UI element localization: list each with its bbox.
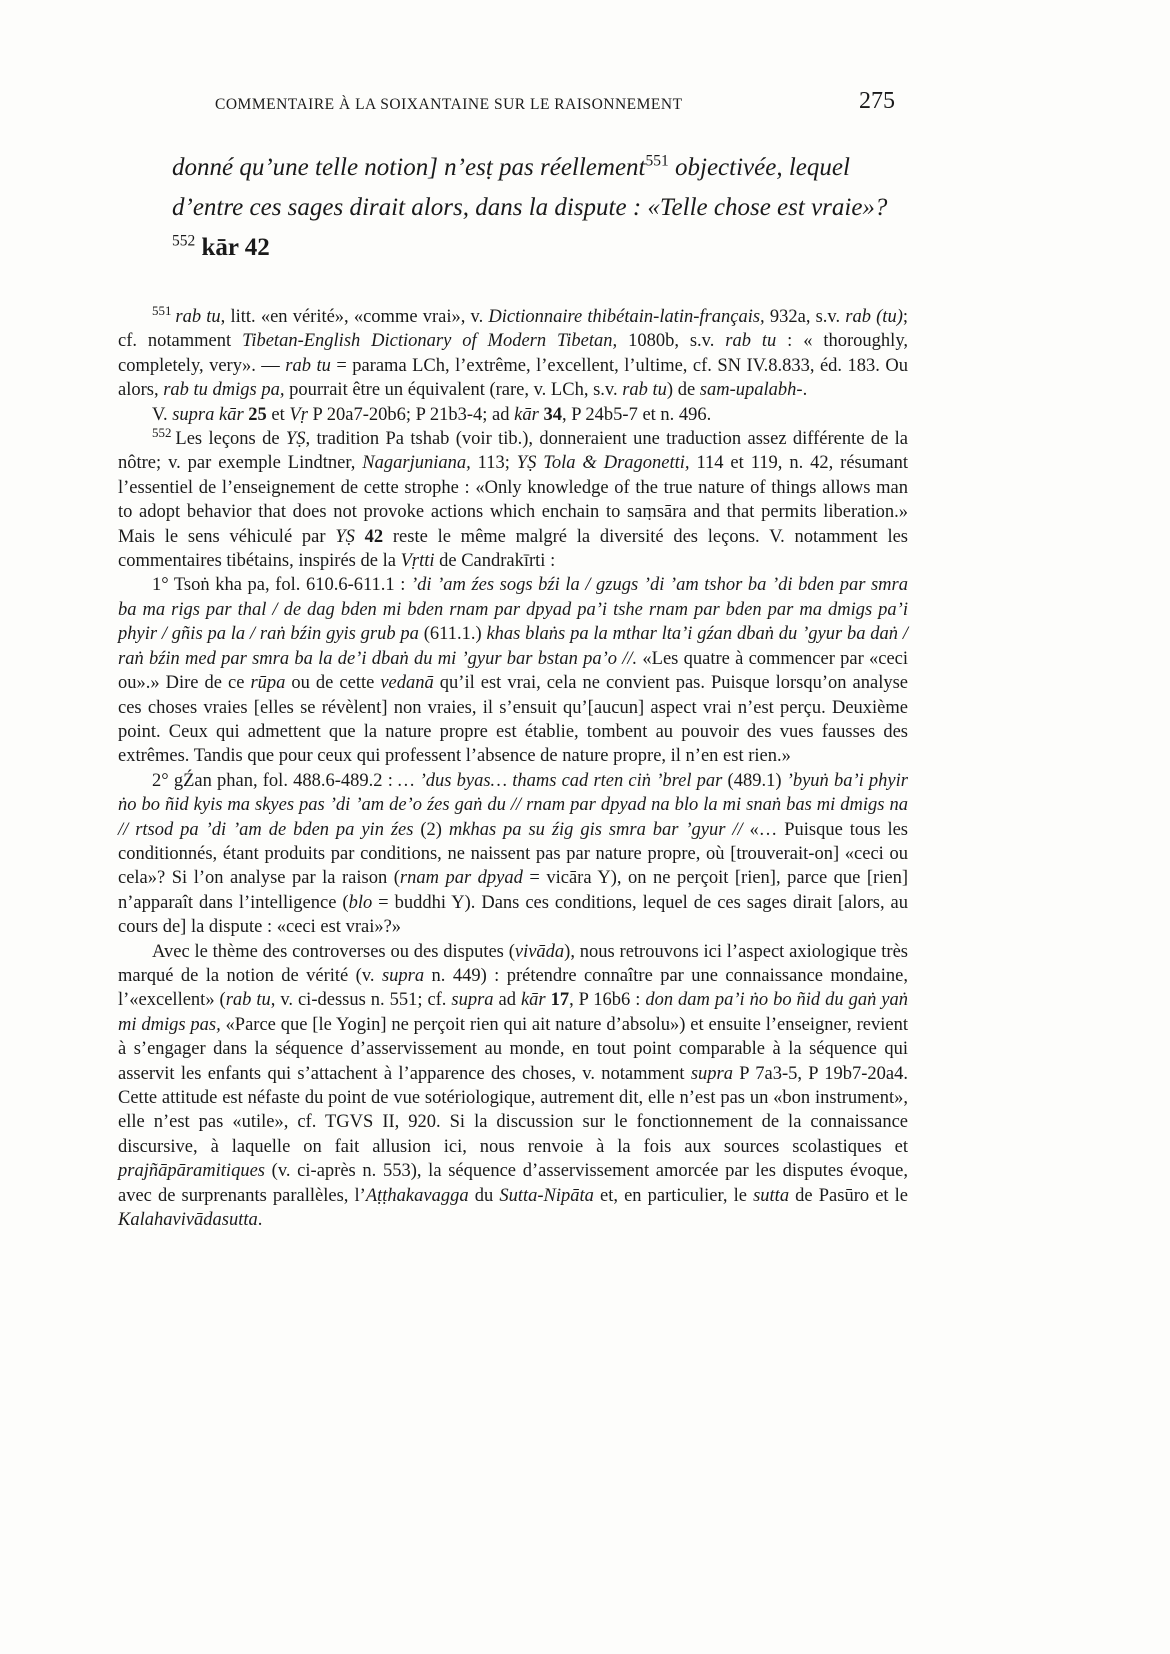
footnote-552-gzhan-phan (118, 771, 908, 937)
text-run: Nagarjuniana, (362, 453, 471, 474)
page-header (205, 88, 895, 128)
text-run: rab tu (725, 331, 777, 352)
text-run: qu’il est vrai, cela ne convient pas. Puisque lorsqu’on analyse ces choses vraies [elles se révèlent] non vraies, il s’ensuit qu’[aucun] aspect vrai n’est perçu. Deuxième point. Ceux qui admettent que la nature propre est établie, tombent au pouvoir des vues fausses des extrêmes. Tandis que pour ceux qui professent l’absence de nature propre, il n’en est rien.» (118, 673, 909, 767)
footnote-551-paragraph-2 (118, 403, 908, 427)
text-run: vedanā (380, 673, 434, 694)
text-run: blo (348, 892, 373, 913)
footnote-number-552: 552 (152, 424, 172, 440)
text-run: rnam par dpyad (399, 868, 523, 889)
text-run: pourrait être un équivalent (rare, v. LCh, s.v. (284, 380, 623, 401)
verse-karika-42 (172, 148, 902, 268)
text-run: ) de (666, 380, 700, 401)
text-run: 932a, s.v. (764, 307, 846, 327)
text-run: rūpa (250, 673, 286, 694)
text-run: supra (690, 1063, 733, 1084)
text-run: 113; (470, 453, 517, 474)
text-run: YṢ (335, 526, 355, 547)
page-number: 275 (859, 88, 895, 114)
text-run: prajñāpāramitiques (118, 1161, 265, 1182)
text-run: , v. ci-dessus n. 551; cf. (270, 990, 452, 1011)
text-run: 1° Tsoṅ kha pa, fol. 610.6-611.1 : (152, 575, 411, 596)
text-run: (2) (413, 819, 449, 840)
footnote-551-text-2 (152, 405, 711, 425)
footnote-552-paragraph-2 (118, 573, 908, 768)
verse-text-1: donné qu’une telle notion] n’esṭ pas réellement (172, 154, 646, 181)
text-run: rab (tu) (845, 307, 903, 327)
text-run: supra (451, 990, 494, 1011)
text-run: rab tu dmigs pa, (163, 380, 285, 401)
text-run: 25 (248, 404, 267, 425)
text-run: rab tu (285, 355, 331, 376)
text-run: 17 (550, 990, 570, 1011)
footnote-551-paragraph-1 (118, 302, 908, 403)
text-run: mkhas pa su źig gis smra bar ’gyur // (448, 819, 743, 840)
footnote-552-text (118, 429, 908, 571)
text-run (355, 527, 365, 547)
text-run: rab tu (175, 307, 221, 327)
text-run: Avec le thème des controverses ou des disputes ( (152, 941, 515, 962)
text-run: … ’dus byas… thams cad rten ciṅ ’brel par (398, 770, 723, 791)
footnote-552-paragraph-4 (118, 940, 908, 1233)
text-run: YṢ (285, 429, 306, 450)
text-run: ’byuṅ ba’i phyir ṅo bo ñid kyis ma skyes pas ’di ’am de’o źes gaṅ du // rnam par dpyad na blo la mi snaṅ bas mi dmigs na // rtsod pa ’di ’am de bden pa yin źes (118, 770, 908, 840)
text-run: ou de cette (285, 673, 381, 694)
text-run: Tibetan-English Dictionary of Modern Tibetan, (242, 331, 618, 352)
running-title: COMMENTAIRE À LA SOIXANTAINE SUR LE RAISONNEMENT (215, 96, 683, 113)
text-run: Sutta-Nipāta (499, 1185, 594, 1206)
text-run: , P 24b5-7 et n. 496. (561, 404, 712, 425)
text-run: 2° gŹan phan, fol. 488.6-489.2 : (152, 770, 399, 791)
footnote-552-paragraph-1 (118, 424, 908, 573)
footnote-551-text (118, 307, 908, 400)
text-run: de Candrakīrti : (434, 551, 556, 572)
text-run: (611.1.) (418, 624, 487, 645)
footnote-552-commentary (118, 942, 908, 1230)
text-run: «… Puisque tous les conditionnés, étant produits par conditions, ne naissent pas par nature propre, où [trouverait-on] «ceci ou cela»? Si l’on analyse par la raison ( (118, 819, 908, 889)
text-run: don dam pa’i ṅo bo ñid du gaṅ yaṅ mi dmigs pas, (118, 990, 909, 1035)
text-run: sam-upalabh- (699, 380, 803, 401)
text-run: P 7a3-5, P 19b7-20a4. Cette attitude est néfaste du point de vue sotériologique, autrement dit, elle n’est pas un «bon instrument», elle n’est pas «utile», cf. TGVS II, 920. Si la discussion sur le fonctionnement de la connaissance discursive, à laquelle on fait allusion ici, nous renvoie à la fois aux sources scolastiques et (118, 1063, 908, 1157)
text-run: = buddhi Y). Dans ces conditions, lequel de ces sages dirait [alors, au cours de] la dispute : «ceci est vrai»?» (118, 892, 908, 938)
text-run: «Les quatre à commencer par «ceci ou».» Dire de ce (118, 648, 909, 694)
text-run: khas blaṅs pa la mthar lta’i gźan dbaṅ du ’gyur ba daṅ / raṅ bźin med par smra ba la de’i dbaṅ du mi ’gyur bar bstan pa’o //. (118, 624, 908, 669)
text-run: supra kār (172, 404, 244, 425)
karika-reference: kār 42 (201, 234, 270, 261)
footnote-552-tsongkhapa (118, 575, 908, 766)
text-run: kār (520, 990, 546, 1011)
text-run: Vṛ (289, 404, 308, 425)
text-run: de Pasūro et le (789, 1185, 909, 1206)
text-run: (489.1) (722, 770, 787, 791)
text-run: 114 et 119, n. 42, résumant l’essentiel de l’enseignement de cette strophe : «Only knowledge of the true nature of things allows man to adopt behavior that does not provoke actions which enchain to saṃsāra and that permits liberation.» Mais le sens véhiculé par (118, 453, 908, 547)
footnote-552-paragraph-3 (118, 769, 908, 940)
text-run: ), nous retrouvons ici l’aspect axiologique très marqué de la notion de vérité (v. (118, 941, 908, 986)
text-run: et (266, 404, 290, 425)
text-run: 42 (364, 526, 384, 547)
text-run: Kalahavivādasutta (118, 1210, 258, 1231)
text-run: 1080b, s.v. (617, 331, 726, 352)
footnotes (118, 302, 909, 1232)
text-run: . (802, 380, 808, 401)
text-run: ad (493, 990, 521, 1011)
text-run: kār (514, 404, 539, 425)
text-run: reste le même malgré la diversité des leçons. V. notamment les commentaires tibétains, inspirés de la (118, 526, 908, 572)
footnote-ref-552: 552 (172, 232, 196, 250)
text-run: : « thoroughly, completely, very». — (118, 331, 908, 376)
text-run: , tradition Pa tshab (voir tib.), donneraient une traduction assez différente de la nôtre; v. par exemple Lindtner, (118, 429, 908, 474)
text-run: Dictionnaire thibétain-latin-français, (488, 307, 765, 327)
text-run: YṢ Tola & Dragonetti, (516, 453, 690, 474)
text-run: ’di ’am źes sogs bźi la / gzugs ’di ’am tshor ba ’di bden par smra ba ma rigs par thal / de dag bden mi bden rnam par dpyad pa’i tshe rnam par bden par ma dmigs pa’i phyir / gñis pa la / raṅ bźin gyis grub pa (118, 575, 908, 645)
text-run: . (257, 1210, 263, 1231)
text-run: V. (152, 404, 173, 425)
text-run: (v. ci-après n. 553), la séquence d’asservissement amorcée par les disputes évoque, avec de surprenants parallèles, l’ (118, 1161, 908, 1206)
text-run: Les leçons de (175, 429, 286, 450)
text-run: supra (381, 965, 425, 986)
text-run: = parama LCh, l’extrême, l’excellent, l’ultime, cf. SN IV.8.833, éd. 183. Ou alors, (118, 355, 908, 401)
text-run: n. 449) : prétendre connaître par une connaissance mondaine, l’«excellent» ( (118, 965, 908, 1011)
text-run: 34 (543, 404, 562, 425)
text-run: sutta (753, 1185, 790, 1206)
text-run: et, en particulier, le (593, 1185, 754, 1206)
text-run: , litt. «en vérité», «comme vrai», v. (220, 307, 489, 327)
text-run: = vicāra Y), on ne perçoit [rien], parce que [rien] n’apparaît dans l’intelligence ( (118, 868, 908, 913)
footnote-ref-551: 551 (645, 152, 669, 170)
text-run: Aṭṭhakavagga (365, 1185, 469, 1206)
text-run: «Parce que [le Yogin] ne perçoit rien qui ait nature d’absolu») et ensuite l’enseigner, revient à s’engager dans la séquence d’asservissement au monde, en tout point comparable à la séquence qui asservit les enfants qui s’attachent à l’apparence des choses, v. notamment (118, 1014, 908, 1084)
text-run: P 20a7-20b6; P 21b3-4; ad (307, 404, 515, 425)
text-run: vivāda (514, 941, 565, 962)
verse-text-2: objectivée, lequel d’entre ces sages dirait alors, dans la dispute : «Telle chose est vraie»? (172, 154, 888, 221)
text-run: du (468, 1185, 500, 1206)
footnote-number-551: 551 (152, 302, 172, 318)
text-run: rab tu (225, 990, 271, 1011)
text-run: ; cf. notamment (118, 307, 908, 352)
text-run: Vṛtti (400, 551, 435, 572)
text-run: rab tu (622, 380, 667, 401)
text-run: , P 16b6 : (569, 990, 646, 1011)
